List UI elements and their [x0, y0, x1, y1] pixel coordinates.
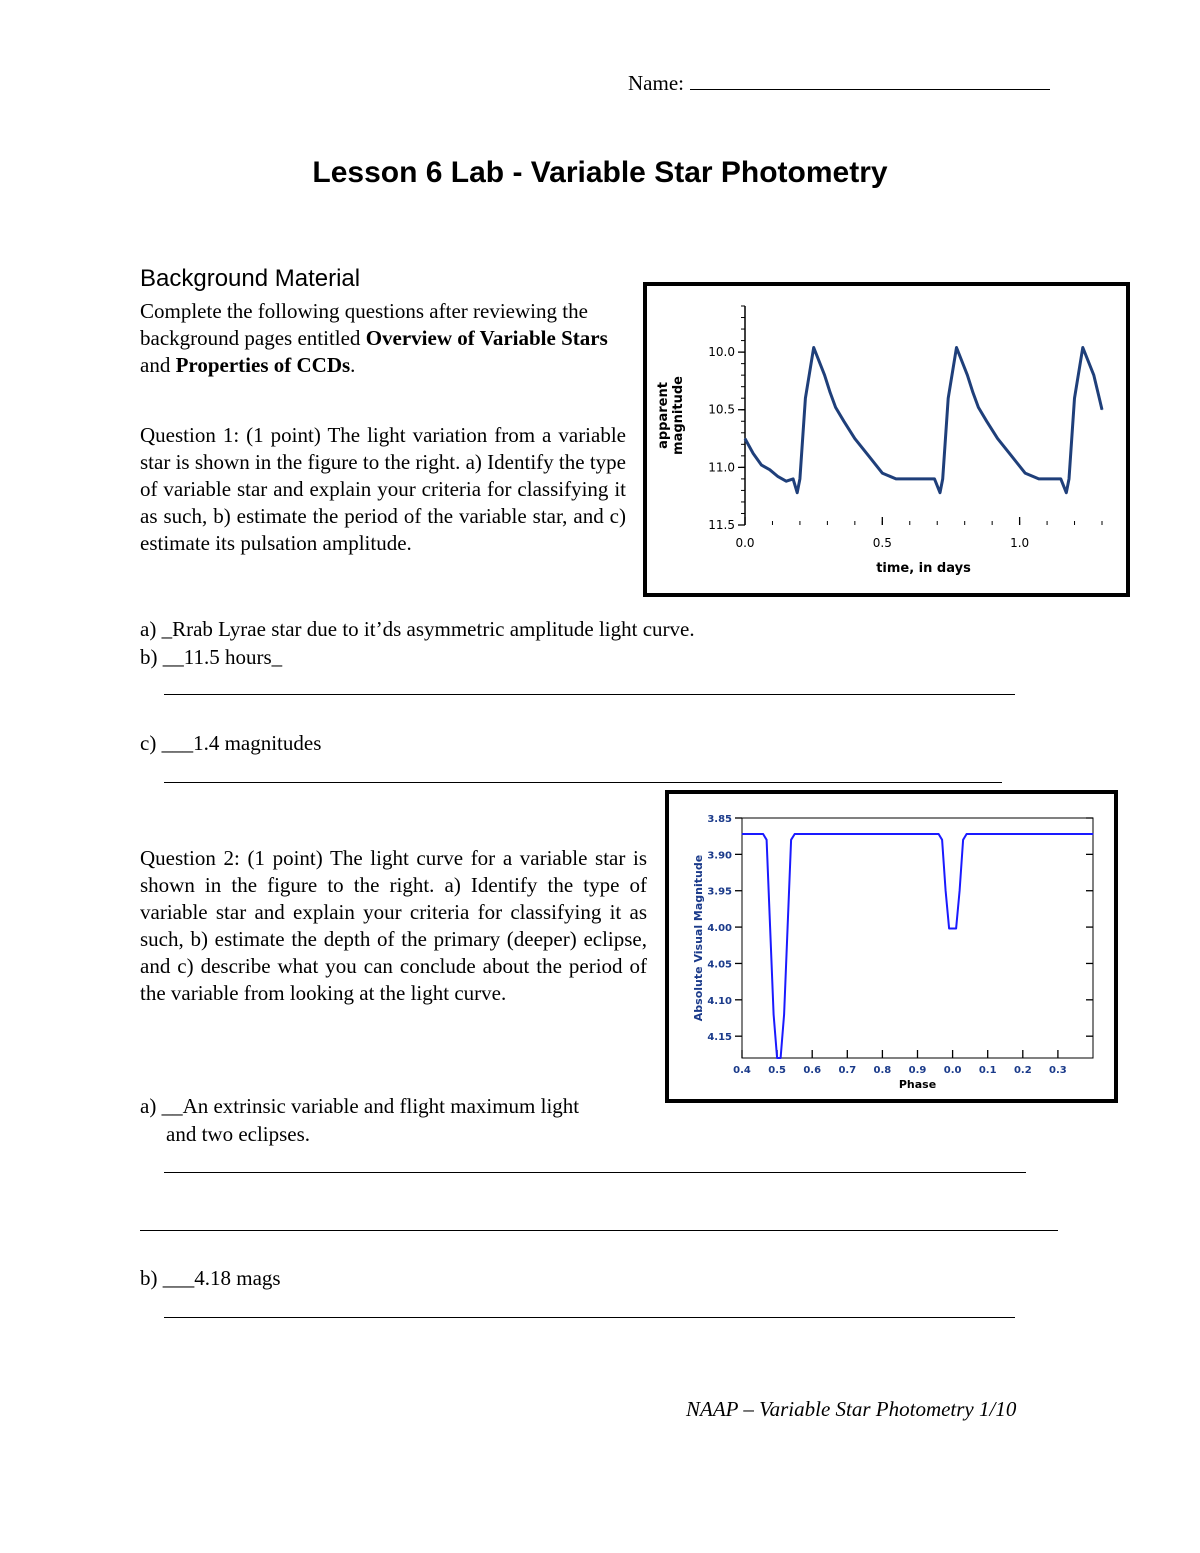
question-1-text: Question 1: (1 point) The light variation from a variable star is shown in the figure to the right. a) Identify the type of variable star and explain your criteria for classifying it as such, b) estimate the period of the variable star, and c) estimate its pulsation amplitude. [140, 423, 626, 555]
data-point [948, 398, 949, 399]
data-point [745, 438, 746, 439]
name-label: Name: [628, 71, 684, 95]
y-tick-label: 11.0 [708, 460, 735, 475]
data-point [1082, 347, 1083, 348]
intro-text-3: . [350, 353, 356, 377]
answer-2a[interactable]: a) __An extrinsic variable and flight maximum light [140, 1094, 580, 1118]
x-tick-label: 0.8 [873, 1065, 892, 1076]
y-tick-label: 3.95 [707, 886, 732, 898]
data-point [939, 492, 940, 493]
data-point [972, 392, 973, 393]
x-tick-label: 0.0 [943, 1065, 962, 1076]
data-point [1066, 492, 1067, 493]
chart-1-apparent-magnitude [647, 286, 1126, 593]
data-point [777, 476, 778, 477]
data-point [773, 1014, 774, 1015]
data-point [793, 478, 794, 479]
y-tick-label: 10.5 [708, 402, 735, 417]
intro-bold-ccds: Properties of CCDs [175, 353, 351, 377]
series-line [742, 834, 1093, 1058]
data-point [1093, 834, 1094, 835]
data-point [882, 473, 883, 474]
data-point [956, 928, 957, 929]
x-tick-label: 0.5 [872, 536, 892, 550]
data-point [1093, 375, 1094, 376]
data-point [777, 1058, 778, 1059]
data-point [945, 890, 946, 891]
data-point [824, 375, 825, 376]
figure-2-frame [665, 790, 1118, 1103]
data-point [942, 839, 943, 840]
data-point [835, 407, 836, 408]
data-point [742, 834, 743, 835]
data-point [1069, 478, 1070, 479]
y-tick-label: 4.00 [707, 923, 732, 935]
answer-line[interactable] [164, 1172, 1026, 1173]
data-point [1102, 409, 1103, 410]
y-tick-label: 3.90 [707, 850, 732, 862]
data-point [959, 890, 960, 891]
data-point [966, 834, 967, 835]
y-axis-label: apparent [656, 382, 671, 449]
y-tick-label: 11.5 [708, 518, 735, 532]
intro-bold-overview: Overview of Variable Stars [365, 326, 608, 350]
x-axis-label: Phase [898, 1078, 937, 1091]
figure-1-frame [643, 282, 1130, 597]
answer-line[interactable] [164, 782, 1002, 783]
data-point [896, 478, 897, 479]
data-point [1011, 455, 1012, 456]
x-tick-label: 1.0 [1010, 536, 1030, 550]
data-point [784, 1014, 785, 1015]
data-point [763, 834, 764, 835]
data-point [868, 455, 869, 456]
x-tick-label: 0.0 [735, 536, 755, 550]
data-point [830, 392, 831, 393]
data-point [797, 492, 798, 493]
answer-line[interactable] [164, 1317, 1015, 1318]
y-tick-label: 4.05 [707, 959, 732, 971]
intro-text-2: and [140, 353, 176, 377]
y-axis-label: Absolute Visual Magnitude [692, 854, 705, 1022]
data-point [1099, 398, 1100, 399]
chart-2-absolute-visual-magnitude [669, 794, 1114, 1099]
data-point [934, 478, 935, 479]
data-point [963, 839, 964, 840]
data-point [780, 1058, 781, 1059]
data-point [770, 927, 771, 928]
data-point [986, 421, 987, 422]
y-axis-label-line2: magnitude [671, 376, 686, 455]
data-point [786, 481, 787, 482]
data-point [769, 469, 770, 470]
data-point [967, 375, 968, 376]
x-tick-label: 0.6 [803, 1065, 822, 1076]
data-point [942, 478, 943, 479]
data-point [978, 407, 979, 408]
answer-line[interactable] [164, 694, 1015, 695]
x-tick-label: 0.2 [1013, 1065, 1032, 1076]
answer-1c[interactable]: c) ___1.4 magnitudes [140, 731, 322, 755]
data-point [791, 839, 792, 840]
intro-paragraph [140, 298, 620, 379]
x-axis-label: time, in days [876, 561, 971, 576]
answer-1b[interactable]: b) __11.5 hours_ [140, 645, 283, 669]
data-point [956, 347, 957, 348]
data-point [938, 834, 939, 835]
data-point [1060, 478, 1061, 479]
y-tick-label: 3.85 [707, 814, 732, 825]
name-field-row [628, 70, 1050, 97]
page-title: Lesson 6 Lab - Variable Star Photometry [312, 156, 888, 189]
data-point [997, 438, 998, 439]
data-point [1049, 478, 1050, 479]
data-point [1038, 478, 1039, 479]
data-point [761, 465, 762, 466]
x-tick-label: 0.3 [1049, 1065, 1067, 1076]
data-point [854, 438, 855, 439]
x-tick-label: 0.5 [768, 1065, 786, 1076]
x-tick-label: 0.7 [838, 1065, 857, 1076]
data-point [949, 928, 950, 929]
data-point [813, 347, 814, 348]
section-heading-background: Background Material [140, 265, 361, 292]
answer-line[interactable] [140, 1230, 1058, 1231]
x-tick-label: 0.4 [733, 1065, 751, 1076]
x-tick-label: 0.1 [978, 1065, 997, 1076]
data-point [1074, 398, 1075, 399]
data-point [909, 478, 910, 479]
data-point [952, 928, 953, 929]
intro-text-1: Complete the following questions after reviewing the background pages entitled [140, 299, 588, 350]
answer-2a-continued[interactable]: and two eclipses. [166, 1122, 311, 1146]
x-tick-label: 0.9 [908, 1065, 927, 1076]
data-point [799, 478, 800, 479]
data-point [753, 453, 754, 454]
question-2-text: Question 2: (1 point) The light curve for a variable star is shown in the figure to the right. a) Identify the type of variable star and explain your criteria for classifying it as such, b) estimate the depth of the primary (deeper) eclipse, and c) describe what you can conclude about the period of the variable from looking at the light curve. [140, 846, 647, 1005]
y-tick-label: 10.0 [708, 345, 735, 360]
y-tick-label: 4.10 [707, 995, 732, 1007]
plot-frame [742, 818, 1093, 1058]
data-point [843, 421, 844, 422]
page-footer: NAAP – Variable Star Photometry 1/10 [686, 1397, 1017, 1421]
answer-1a[interactable]: a) _Rrab Lyrae star due to it’ds asymmetric amplitude light curve. [140, 617, 695, 641]
answer-2b[interactable]: b) ___4.18 mags [140, 1266, 281, 1290]
series-line [745, 348, 1102, 493]
data-point [923, 478, 924, 479]
name-input-line[interactable] [690, 71, 1050, 90]
data-point [766, 839, 767, 840]
data-point [805, 398, 806, 399]
data-point [787, 927, 788, 928]
y-tick-label: 4.15 [707, 1032, 732, 1044]
data-point [1025, 473, 1026, 474]
data-point [794, 834, 795, 835]
